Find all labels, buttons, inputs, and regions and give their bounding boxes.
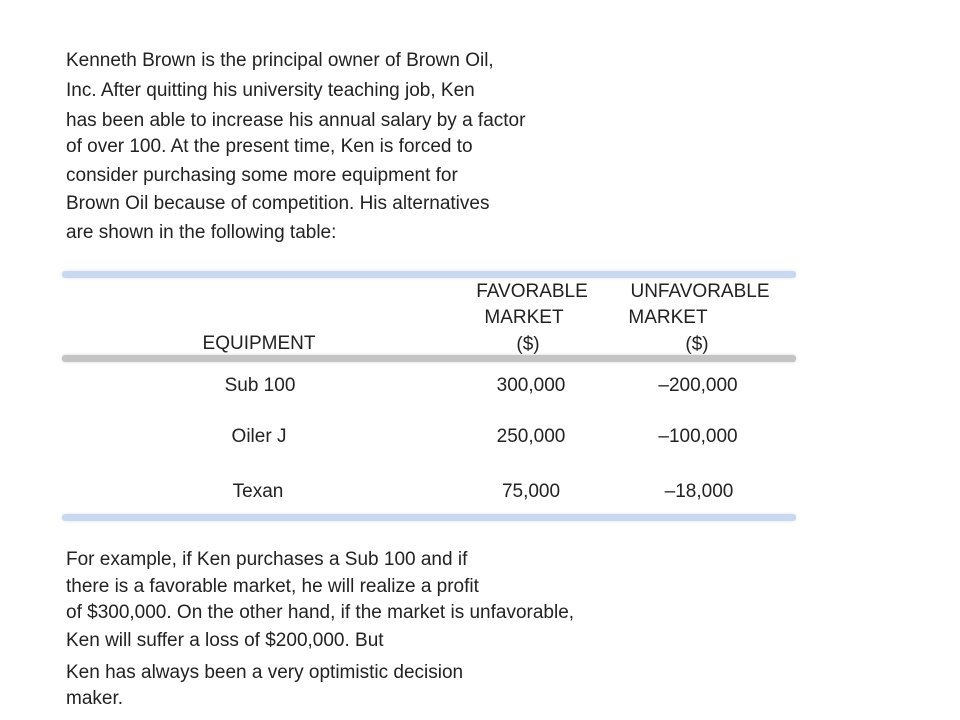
header-favorable-line1: FAVORABLE <box>476 281 588 302</box>
header-equipment: EQUIPMENT <box>202 333 316 354</box>
row-unfavorable: –200,000 <box>658 375 738 396</box>
header-unfavorable-line2: MARKET <box>628 307 708 328</box>
row-favorable: 300,000 <box>496 375 566 396</box>
intro-line: Kenneth Brown is the principal owner of Brown Oil, <box>66 50 494 71</box>
intro-line: consider purchasing some more equipment for <box>66 165 458 186</box>
header-unfavorable-unit: ($) <box>685 334 709 355</box>
intro-line: of over 100. At the present time, Ken is forced to <box>66 136 473 157</box>
row-equipment: Oiler J <box>231 426 287 447</box>
intro-line: Inc. After quitting his university teaching job, Ken <box>66 80 475 101</box>
intro-line: are shown in the following table: <box>66 222 337 243</box>
intro-line: Brown Oil because of competition. His alternatives <box>66 193 490 214</box>
table-bottom-rule <box>62 514 796 521</box>
table-header-rule <box>62 355 796 362</box>
row-favorable: 75,000 <box>501 481 561 502</box>
row-unfavorable: –18,000 <box>664 481 734 502</box>
header-unfavorable-line1: UNFAVORABLE <box>630 281 770 302</box>
outro-line: maker. <box>66 688 124 709</box>
row-favorable: 250,000 <box>496 426 566 447</box>
table-top-rule <box>62 271 796 278</box>
outro-line: Ken has always been a very optimistic decision <box>66 662 464 683</box>
row-equipment: Sub 100 <box>224 375 296 396</box>
outro-line: Ken will suffer a loss of $200,000. But <box>66 630 384 651</box>
row-unfavorable: –100,000 <box>658 426 738 447</box>
header-favorable-unit: ($) <box>516 334 540 355</box>
intro-line: has been able to increase his annual salary by a factor <box>66 110 526 131</box>
outro-line: there is a favorable market, he will realize a profit <box>66 576 479 597</box>
outro-line: For example, if Ken purchases a Sub 100 and if <box>66 549 468 570</box>
row-equipment: Texan <box>232 481 284 502</box>
outro-line: of $300,000. On the other hand, if the market is unfavorable, <box>66 602 575 623</box>
header-favorable-line2: MARKET <box>484 307 564 328</box>
